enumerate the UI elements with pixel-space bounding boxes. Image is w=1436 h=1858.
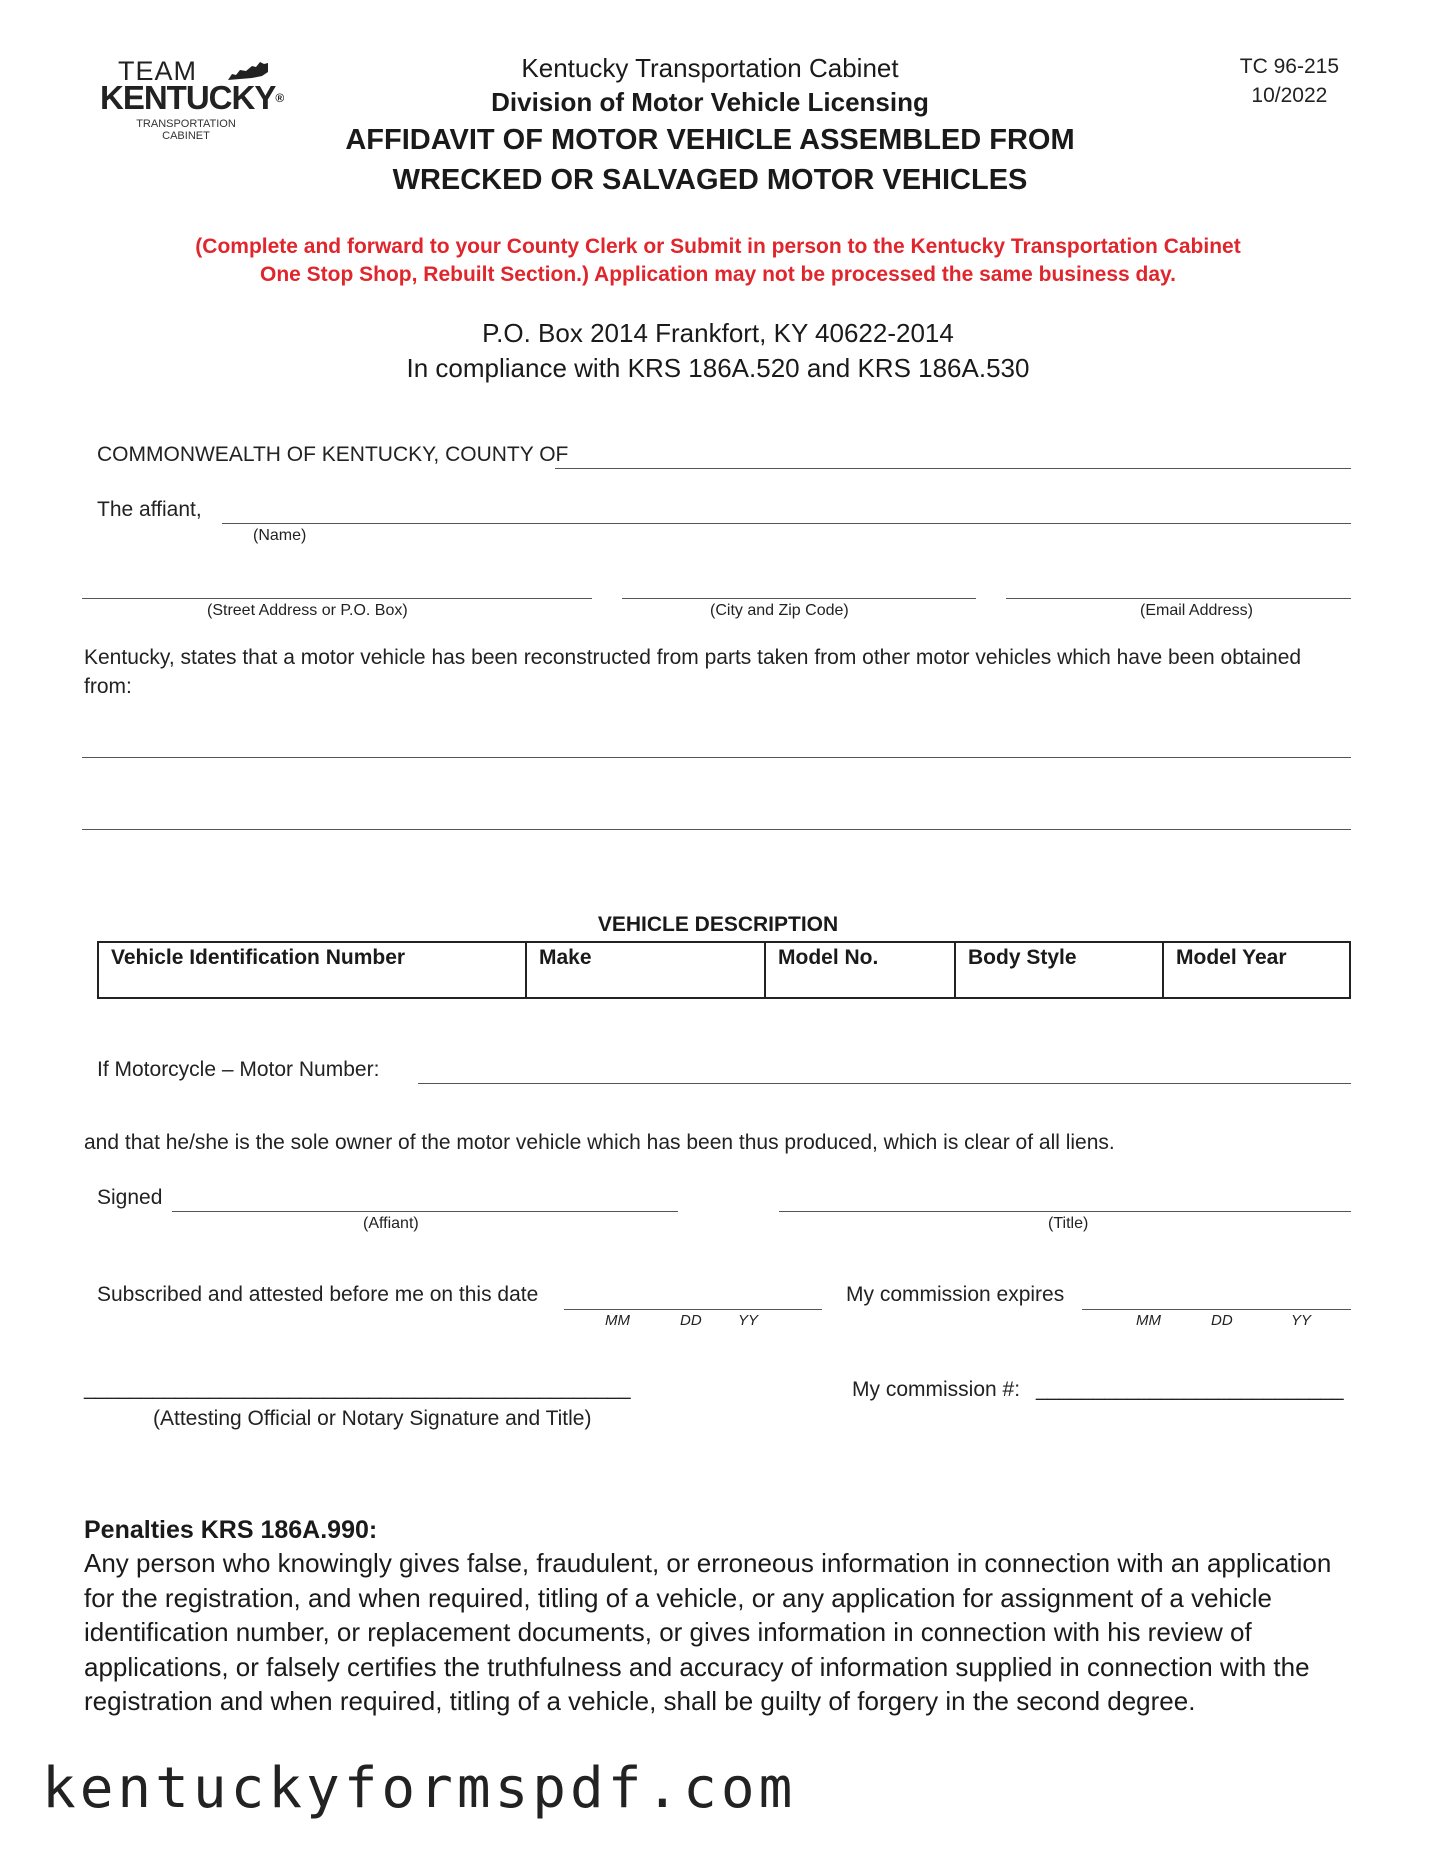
affiant-label: The affiant, [97,498,202,521]
city-caption: (City and Zip Code) [710,602,849,619]
penalties-body: Any person who knowingly gives false, fraudulent, or erroneous information in connection with an application for the registration, and when required, titling of a vehicle, or any application for assignment of a vehicle identification number, or replacement documents, or gives information in connection with his review of applications, or falsely certifies the truthfulness and accuracy of information supplied in connection with the registration and when required, titling of a vehicle, shall be guilty of forgery in the second degree. [84,1548,1332,1716]
street-address-field[interactable] [82,598,592,599]
commission-expires-label: My commission expires [846,1283,1065,1306]
county-field[interactable] [555,468,1351,469]
source-field-line1[interactable] [82,757,1351,758]
signed-label: Signed [97,1186,163,1209]
source-field-line2[interactable] [82,829,1351,830]
instructions-line1: (Complete and forward to your County Clerk or Submit in person to the Kentucky Transportation Cabinet [195,235,1241,258]
form-date: 10/2022 [1251,84,1328,107]
penalties-title: Penalties KRS 186A.990: [84,1516,378,1544]
notary-signature-field[interactable]: ________________________________________________ [84,1377,631,1400]
commission-expires-mm: MM [1136,1312,1161,1329]
logo-transportation-cabinet: TRANSPORTATION CABINET [136,118,236,142]
city-zip-field[interactable] [622,598,976,599]
notary-signature-caption: (Attesting Official or Notary Signature and Title) [153,1407,592,1430]
title-caption: (Title) [1048,1215,1089,1232]
commission-expires-field[interactable] [1082,1309,1351,1310]
form-number: TC 96-215 [1239,55,1339,78]
email-caption: (Email Address) [1140,602,1253,619]
commission-expires-dd: DD [1211,1312,1233,1329]
compliance-statement: In compliance with KRS 186A.520 and KRS 186A.530 [406,353,1030,383]
commission-number-field[interactable]: ___________________________ [1036,1378,1344,1401]
affiant-caption: (Affiant) [363,1215,419,1232]
model-no-column[interactable]: Model No. [766,943,956,997]
affiant-signature-field[interactable] [172,1211,678,1212]
mailing-address: P.O. Box 2014 Frankfort, KY 40622-2014 [482,318,954,348]
make-column[interactable]: Make [527,943,766,997]
logo-team-text: TEAM [118,56,198,86]
team-kentucky-logo [100,56,284,151]
agency-name: Kentucky Transportation Cabinet [521,53,899,83]
attested-date-yy: YY [738,1312,759,1329]
form-number-block [1240,52,1339,110]
motor-number-label: If Motorcycle – Motor Number: [97,1058,380,1081]
reconstruction-statement-cont: from: [84,675,132,698]
division-name: Division of Motor Vehicle Licensing [491,87,929,117]
reconstruction-statement: Kentucky, states that a motor vehicle has been reconstructed from parts taken from other motor vehicles which have been obtained [84,646,1302,669]
commission-number-label: My commission #: [852,1378,1021,1401]
affiant-name-field[interactable] [222,523,1351,524]
model-year-column[interactable]: Model Year [1176,946,1287,969]
subscribed-label: Subscribed and attested before me on this date [97,1283,539,1306]
site-watermark: kentuckyformspdf.com [42,1756,797,1821]
instructions-line2: One Stop Shop, Rebuilt Section.) Application may not be processed the same business day. [259,263,1176,286]
street-caption: (Street Address or P.O. Box) [207,602,408,619]
vehicle-description-heading: VEHICLE DESCRIPTION [597,913,839,936]
email-field[interactable] [1006,598,1351,599]
commission-expires-yy: YY [1291,1312,1312,1329]
name-caption: (Name) [253,527,307,544]
attested-date-dd: DD [680,1312,702,1329]
ownership-statement: and that he/she is the sole owner of the motor vehicle which has been thus produced, which is clear of all liens. [84,1131,1115,1154]
vehicle-description-table [97,941,1351,999]
motor-number-field[interactable] [418,1083,1351,1084]
logo-kentucky-text: KENTUCKY® [100,79,284,116]
body-style-column[interactable]: Body Style [956,943,1164,997]
title-field[interactable] [779,1211,1351,1212]
attested-date-field[interactable] [564,1309,822,1310]
county-label: COMMONWEALTH OF KENTUCKY, COUNTY OF [97,443,569,466]
form-title-line1: AFFIDAVIT OF MOTOR VEHICLE ASSEMBLED FROM [345,124,1075,156]
attested-date-mm: MM [605,1312,630,1329]
vin-column[interactable]: Vehicle Identification Number [99,943,527,997]
form-title-line2: WRECKED OR SALVAGED MOTOR VEHICLES [392,164,1028,196]
